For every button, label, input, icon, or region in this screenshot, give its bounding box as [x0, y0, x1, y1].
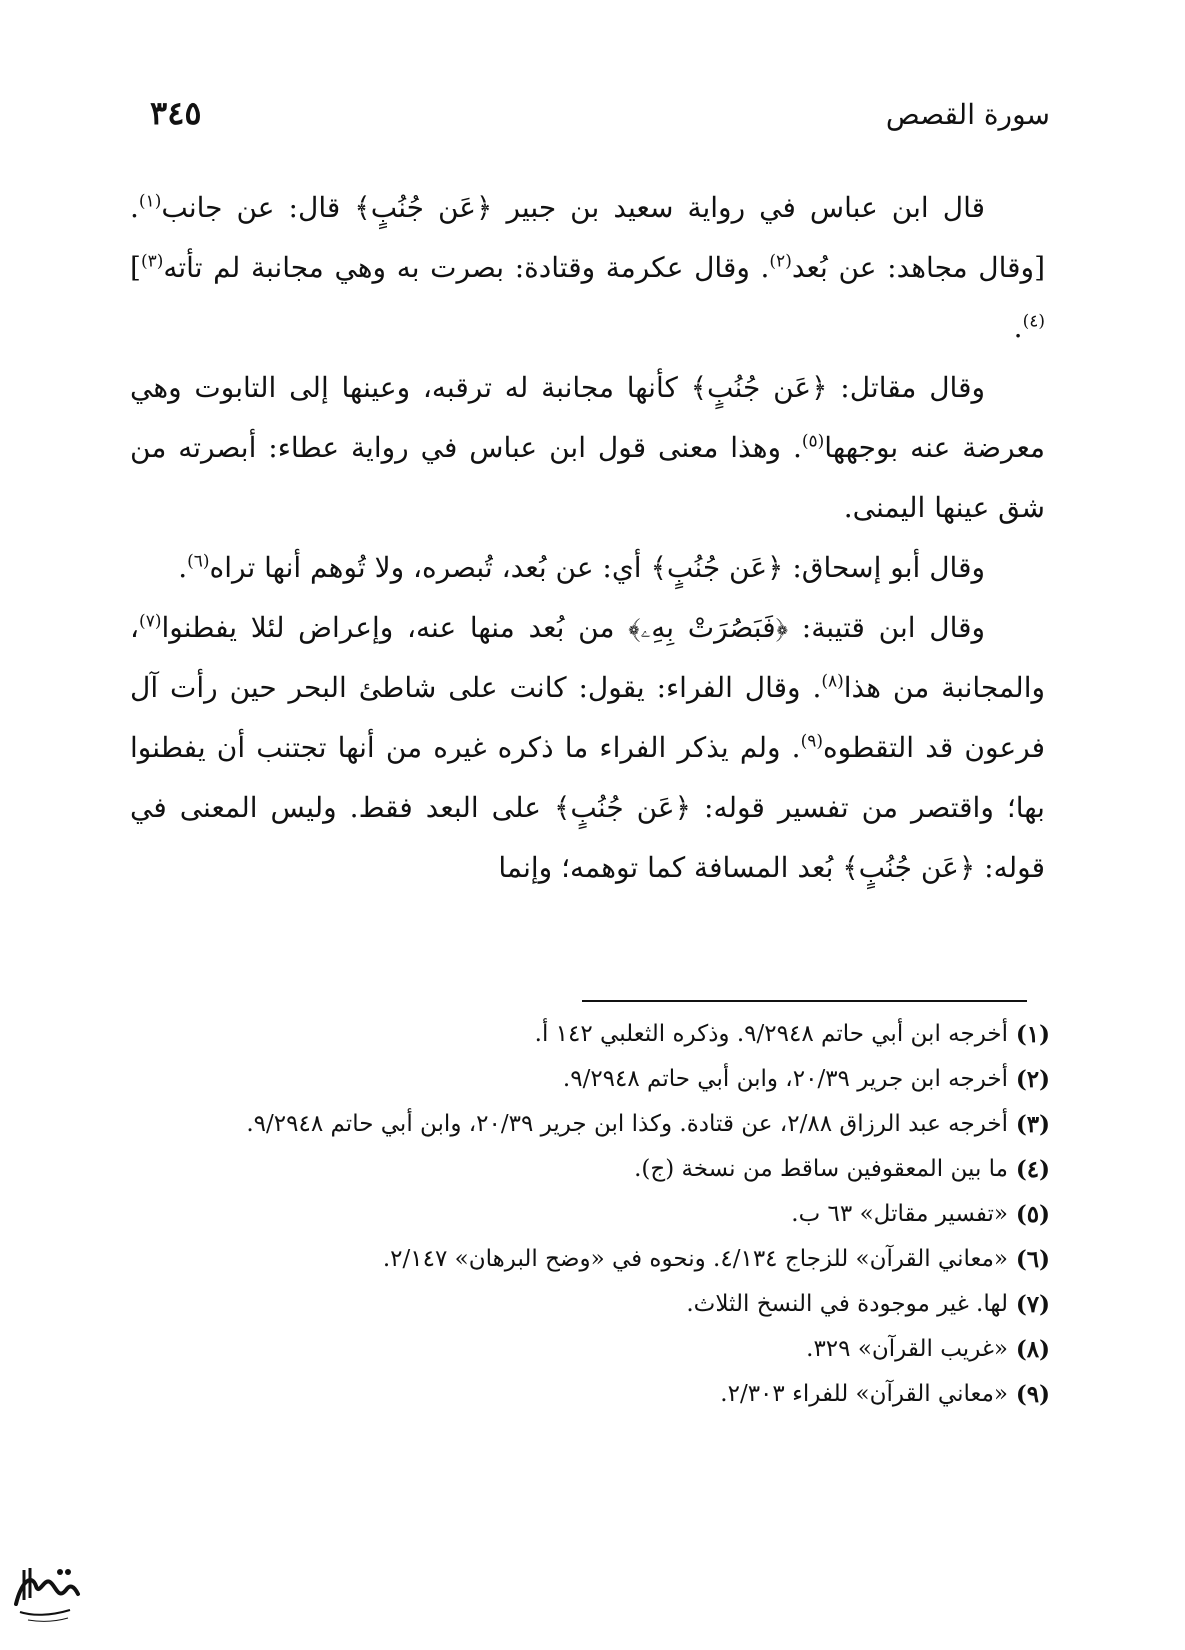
footnote-text: أخرجه ابن أبي حاتم ٩/٢٩٤٨. وذكره الثعلبي ١٤٢ أ.: [534, 1021, 1008, 1047]
footnote-text: «غريب القرآن» ٣٢٩.: [806, 1336, 1008, 1362]
text-run: .: [1013, 311, 1023, 344]
text-run: ]: [130, 251, 141, 284]
paragraph: [130, 538, 1045, 598]
footnote-number: (٨): [1015, 1336, 1050, 1363]
text-run: قال ابن عباس في رواية سعيد بن جبير: [492, 191, 985, 224]
text-run: . [وقال مجاهد: عن بُعد: [130, 191, 1045, 284]
quran-quote: ﴿عَن جُنُبٍ﴾: [842, 851, 976, 884]
text-run: . وهذا معنى قول ابن عباس في رواية عطاء: أبصرته من شق عينها اليمنى.: [130, 431, 1045, 524]
footnote-ref: (٧): [139, 611, 162, 632]
footnote: [120, 1372, 1050, 1417]
footnote: [120, 1237, 1050, 1282]
paragraph: [130, 598, 1045, 898]
footnote: [120, 1327, 1050, 1372]
footnote-text: «معاني القرآن» للزجاج ٤/١٣٤. ونحوه في «وضح البرهان» ٢/١٤٧.: [382, 1246, 1008, 1272]
text-run: . وقال الفراء: يقول: كانت على شاطئ البحر حين رأت آل فرعون قد التقطوه: [130, 671, 1045, 764]
text-run: وقال ابن قتيبة:: [788, 611, 986, 644]
text-run: ، والمجانبة من هذا: [130, 611, 1046, 704]
text-run: قال: عن جانب: [161, 191, 355, 224]
paragraph: [130, 358, 1045, 538]
footnote-ref: (٩): [800, 731, 824, 752]
footnote-number: (٩): [1015, 1381, 1050, 1408]
footnote-ref: (١): [138, 191, 162, 212]
footnote-ref: (٣): [140, 251, 164, 272]
text-run: وقال مقاتل:: [827, 371, 985, 404]
footnote: [120, 1012, 1050, 1057]
text-run: . وقال عكرمة وقتادة: بصرت به وهي مجانبة لم تأته: [163, 251, 770, 284]
footnote: [120, 1102, 1050, 1147]
text-run: من بُعد منها عنه، وإعراض لئلا يفطنوا: [161, 611, 629, 644]
text-run: بُعد المسافة كما توهمه؛ وإنما: [498, 851, 843, 884]
paragraph: [130, 178, 1045, 358]
footnote-text: لها. غير موجودة في النسخ الثلاث.: [686, 1291, 1008, 1317]
quran-quote: ﴿عَن جُنُبٍ﴾: [553, 791, 692, 824]
quran-quote: ﴿عَن جُنُبٍ﴾: [650, 551, 784, 584]
running-title: سورة القصص: [885, 98, 1050, 131]
footnote-ref: (٥): [801, 431, 825, 452]
quran-quote: ﴿عَن جُنُبٍ﴾: [354, 191, 493, 224]
footnote-number: (٤): [1015, 1156, 1050, 1183]
publisher-logo-icon: [10, 1560, 84, 1624]
footnote-ref: (٨): [821, 671, 844, 692]
footnote: [120, 1192, 1050, 1237]
text-run: .: [178, 551, 188, 584]
footnote: [120, 1282, 1050, 1327]
footnote-separator: [582, 1000, 1027, 1002]
footnote-ref: (٦): [187, 551, 210, 572]
footnote-ref: (٤): [1022, 311, 1045, 332]
footnote-text: أخرجه ابن جرير ٢٠/٣٩، وابن أبي حاتم ٩/٢٩٤٨.: [562, 1066, 1008, 1092]
footnote-text: «معاني القرآن» للفراء ٢/٣٠٣.: [720, 1381, 1008, 1407]
main-text: [130, 178, 1045, 898]
quran-quote: ﴿عَن جُنُبٍ﴾: [690, 371, 828, 404]
text-run: وقال أبو إسحاق:: [783, 551, 985, 584]
text-run: على البعد فقط. وليس المعنى في قوله:: [130, 791, 1045, 884]
footnote-number: (١): [1015, 1021, 1050, 1048]
footnote-number: (٢): [1015, 1066, 1050, 1093]
footnote-ref: (٢): [769, 251, 792, 272]
footnote-text: أخرجه عبد الرزاق ٢/٨٨، عن قتادة. وكذا ابن جرير ٢٠/٣٩، وابن أبي حاتم ٩/٢٩٤٨.: [246, 1111, 1008, 1137]
footnote-text: ما بين المعقوفين ساقط من نسخة (ج).: [634, 1156, 1008, 1182]
footnote-number: (٦): [1015, 1246, 1050, 1273]
footnotes: [120, 1012, 1050, 1417]
text-run: . ولم يذكر الفراء ما ذكره غيره من أنها تجتنب أن يفطنوا بها؛ واقتصر من تفسير قوله:: [130, 731, 1045, 824]
footnote-number: (٥): [1015, 1201, 1050, 1228]
footnote: [120, 1057, 1050, 1102]
footnote-number: (٧): [1015, 1291, 1050, 1318]
text-run: كأنها مجانبة له ترقبه، وعينها إلى التابوت وهي معرضة عنه بوجهها: [130, 371, 1045, 464]
quran-quote: ﴿فَبَصُرَتْ بِهِۦ﴾: [628, 611, 789, 644]
footnote: [120, 1147, 1050, 1192]
text-run: أي: عن بُعد، تُبصره، ولا تُوهم أنها تراه: [209, 551, 651, 584]
page-header: [150, 92, 1050, 152]
footnote-number: (٣): [1015, 1111, 1050, 1138]
footnote-text: «تفسير مقاتل» ٦٣ ب.: [791, 1201, 1008, 1227]
page-number: ٣٤٥: [150, 94, 202, 132]
